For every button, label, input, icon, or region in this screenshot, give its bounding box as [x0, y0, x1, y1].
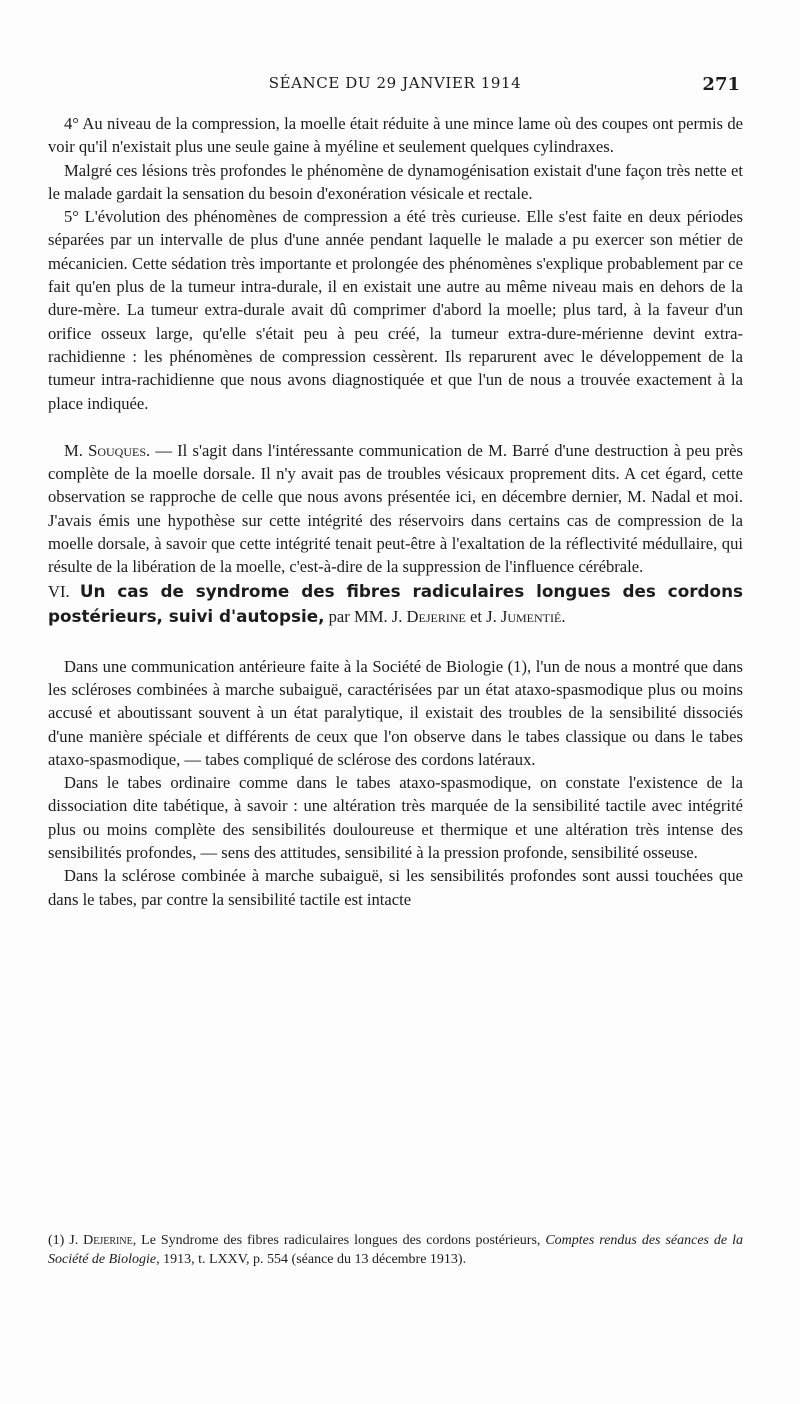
footnote-journal: Comptes rendus des séances de la Société de Biologie	[48, 1233, 743, 1267]
paragraph-point-4: 4° Au niveau de la compression, la moelle était réduite à une mince lame où des coupes ont permis de voir qu'il n'existait plus une seule gaine à myéline et seulement quelques cylindraxes.	[48, 114, 743, 157]
footnote-marker: (1) J.	[48, 1233, 84, 1248]
running-head	[50, 74, 740, 98]
section-et: et J.	[465, 606, 501, 626]
souques-remarks: — Il s'agit dans l'intéressante communication de M. Barré d'une destruction à peu près complète de la moelle dorsale. Il n'y avait pas de troubles vésicaux proprement dits. A cet égard, cette observation se rapproche de celle que nous avons présentée ici, en décembre dernier, M. Nadal et moi. J'avais émis une hypothèse sur cette intégrité des réservoirs dans certains cas de compression de la moelle dorsale, à savoir que cette intégrité tenait peut-être à l'exaltation de la réflectivité médullaire, qui résulte de la libération de la moelle, c'est-à-dire de la suppression de l'influence cérébrale.	[48, 440, 743, 577]
section-author-2: Jumentié	[500, 606, 562, 626]
section-heading	[48, 579, 743, 629]
footnote-text: , Le Syndrome des fibres radiculaires longues des cordons postérieurs,	[132, 1233, 546, 1248]
section-author-1: Dejerine	[406, 606, 466, 626]
paragraph-malgre: Malgré ces lésions très profondes le phénomène de dynamogénisation existait d'une façon très nette et le malade gardait la sensation du besoin d'exonération vésicale et rectale.	[48, 160, 743, 203]
footnote-ref: , 1913, t. LXXV, p. 554 (séance du 13 décembre 1913).	[156, 1251, 467, 1267]
body-text	[48, 112, 743, 911]
page-number: 271	[702, 74, 740, 95]
section-paragraph-2: Dans le tabes ordinaire comme dans le tabes ataxo-spasmodique, on constate l'existence de la dissociation dite tabétique, à savoir : une altération très marquée de la sensibilité tactile avec intégrité plus ou moins complète des sensibilités douloureuse et thermique et une altération très intense des sensibilités profondes, — sens des attitudes, sensibilité à la pression profonde, sensibilité osseuse.	[48, 773, 743, 863]
footnote-author: Dejerine	[83, 1233, 133, 1248]
section-paragraph-1: Dans une communication antérieure faite à la Société de Biologie (1), l'un de nous a montré que dans les scléroses combinées à marche subaiguë, caractérisées par un état ataxo-spasmodique plus ou moins accusé et aboutissant souvent à un état paralytique, il existait des troubles de la sensibilité dissociés d'une manière spéciale et différents de ceux que l'on observe dans le tabes classique ou dans le tabes ataxo-spasmodique, — tabes compliqué de sclérose des cordons latéraux.	[48, 656, 743, 769]
running-title: SÉANCE DU 29 JANVIER 1914	[268, 74, 522, 92]
section-paragraph-3: Dans la sclérose combinée à marche subaiguë, si les sensibilités profondes sont aussi touchées que dans le tabes, par contre la sensibilité tactile est intacte	[48, 866, 743, 909]
section-numeral: VI.	[48, 581, 70, 601]
section-by: par MM. J.	[324, 606, 407, 626]
paragraph-point-5: 5° L'évolution des phénomènes de compression a été très curieuse. Elle s'est faite en deux périodes séparées par un intervalle de plus d'une année pendant laquelle le malade a pu exercer son métier de mécanicien. Cette sédation très importante et prolongée des phénomènes s'explique probablement par ce fait qu'en plus de la tumeur intra-durale, il en existait une autre au même niveau mais en dehors de la dure-mère. La tumeur extra-durale avait dû comprimer d'abord la moelle; plus tard, à la faveur d'un orifice osseux large, qu'elle s'était peu à peu créé, la tumeur extra-dure-mérienne devint extra-rachidienne : les phénomènes de compression cessèrent. Ils reparurent avec le développement de la tumeur intra-rachidienne que nous avons diagnostiquée et que l'un de nous a trouvée exactement à la place indiquée.	[48, 207, 743, 413]
paragraph-souques	[48, 439, 743, 579]
section-end: .	[561, 606, 566, 626]
footnote	[48, 1232, 743, 1269]
section-title: Un cas de syndrome des fibres radiculaires longues des cordons postérieurs, suivi d'autopsie,	[48, 580, 744, 626]
speaker-name: M. Souques.	[64, 440, 151, 460]
